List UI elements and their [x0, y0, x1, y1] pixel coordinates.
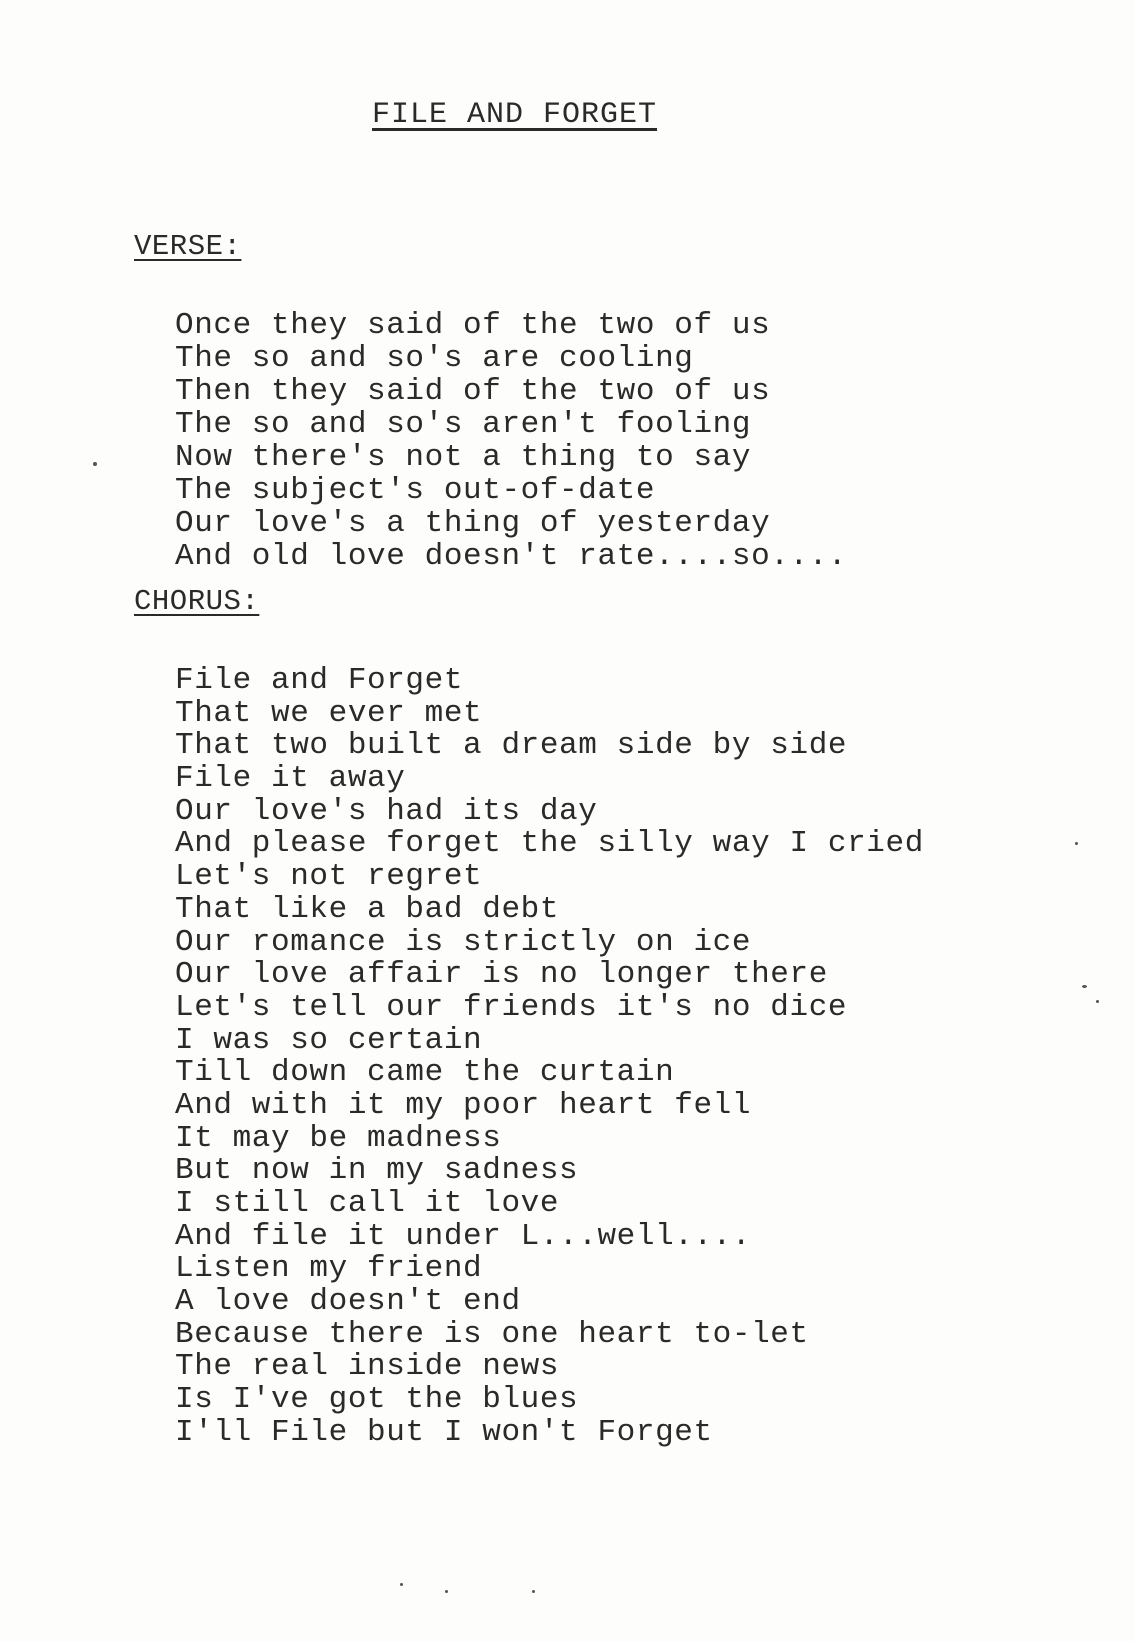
- chorus-line: That we ever met: [175, 695, 483, 731]
- chorus-line: Let's tell our friends it's no dice: [175, 989, 848, 1025]
- chorus-line: Our love affair is no longer there: [175, 957, 828, 993]
- song-title: FILE AND FORGET: [372, 98, 658, 132]
- chorus-heading: CHORUS:: [134, 585, 260, 618]
- chorus-line: But now in my sadness: [175, 1153, 579, 1189]
- chorus-line: I was so certain: [175, 1022, 483, 1058]
- verse-lyrics: [175, 309, 847, 573]
- chorus-line: Our love's had its day: [175, 793, 598, 829]
- chorus-line: File and Forget: [175, 663, 464, 698]
- verse-line: Then they said of the two of us: [175, 374, 771, 409]
- verse-line: The subject's out-of-date: [175, 473, 656, 508]
- chorus-line: Is I've got the blues: [175, 1382, 579, 1418]
- chorus-line: I'll File but I won't Forget: [175, 1414, 713, 1450]
- scan-speck: [400, 1583, 403, 1586]
- verse-line: And old love doesn't rate....so....: [175, 539, 848, 574]
- chorus-line: It may be madness: [175, 1120, 502, 1156]
- verse-line: Once they said of the two of us: [175, 308, 771, 343]
- verse-heading: VERSE:: [134, 230, 242, 263]
- chorus-line: A love doesn't end: [175, 1284, 521, 1320]
- scan-speck: [1075, 842, 1078, 845]
- chorus-line: The real inside news: [175, 1349, 560, 1385]
- chorus-line: That like a bad debt: [175, 891, 560, 927]
- chorus-line: Till down came the curtain: [175, 1055, 675, 1091]
- verse-line: The so and so's are cooling: [175, 341, 694, 376]
- chorus-line: And please forget the silly way I cried: [175, 826, 924, 862]
- chorus-line: And file it under L...well....: [175, 1218, 752, 1254]
- chorus-line: That two built a dream side by side: [175, 728, 848, 764]
- chorus-line: Let's not regret: [175, 859, 483, 895]
- chorus-line: I still call it love: [175, 1186, 560, 1221]
- verse-line: Our love's a thing of yesterday: [175, 506, 771, 541]
- scan-speck: [1096, 1000, 1099, 1003]
- scan-speck: [93, 462, 97, 466]
- chorus-line: And with it my poor heart fell: [175, 1087, 752, 1123]
- scan-speck: [1082, 985, 1087, 988]
- chorus-lyrics: [175, 665, 924, 1450]
- scan-speck: [532, 1590, 535, 1593]
- scan-speck: [445, 1590, 448, 1593]
- chorus-line: File it away: [175, 761, 406, 797]
- verse-line: The so and so's aren't fooling: [175, 407, 752, 442]
- chorus-line: Because there is one heart to-let: [175, 1316, 809, 1352]
- chorus-line: Our romance is strictly on ice: [175, 924, 752, 960]
- verse-line: Now there's not a thing to say: [175, 440, 752, 475]
- chorus-line: Listen my friend: [175, 1251, 483, 1287]
